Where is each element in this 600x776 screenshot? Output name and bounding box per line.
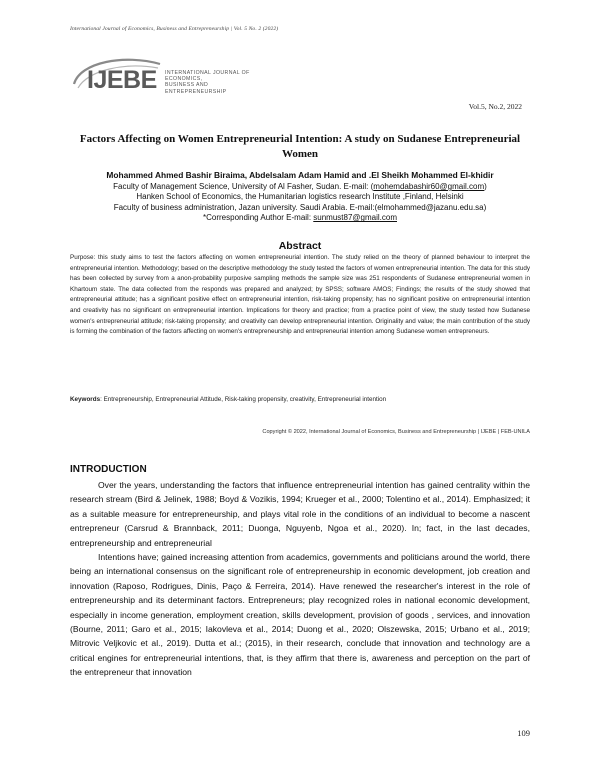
paragraph: Over the years, understanding the factors that influence entrepreneurial intention has gained centrality within the research stream (Bird & Jelinek, 1988; Boyd & Vozikis, 1994; Krueger et al., 2000; Tolentino et al., 2014). Emphasized; it as a suitable measure for entrepreneurship, and plays vital role in the conditions of an individual to become a nascent entrepreneur (Carsrud & Brannback, 2011; Duonga, Nguyenb, Ngoa et al., 2020). In; fact, in the last decades, entrepreneurship and entrepreneurial bbox=[70, 480, 530, 548]
email-link-1[interactable]: mohemdabashir60@gmail.com bbox=[373, 182, 485, 191]
affiliations bbox=[70, 182, 530, 224]
paper-title: Factors Affecting on Women Entrepreneurial Intention: A study on Sudanese Entrepreneurial Women bbox=[79, 133, 521, 160]
copyright-notice: Copyright © 2022, International Journal of Economics, Business and Entrepreneurship | IJEBE | FEB-UNILA bbox=[262, 429, 530, 435]
affiliation-1-text: Faculty of Management Science, University of Al Fasher, Sudan. E-mail: ( bbox=[113, 182, 374, 191]
author-list: Mohammed Ahmed Bashir Biraima, Abdelsalam Adam Hamid and .El Sheikh Mohammed El-khidir bbox=[106, 170, 494, 180]
keywords-list: : Entrepreneurship, Entrepreneurial Attitude, Risk-taking propensity, creativity, Entrepreneurial intention bbox=[100, 396, 387, 403]
paragraph: Intentions have; gained increasing attention from academics, governments and politicians around the world, there being an international consensus on the significant role of entrepreneurship in economic development, job creation and innovation (Raposo, Rodrigues, Dinis, Paço & Ferreira, 2014). Have renewed the researcher's interest in the role of entrepreneurship and its determinant factors. Entrepreneurs; play recognized roles in national economic development, especially in income generation, employment creation, skills development, provision of goods , services, and innovation (Bourne, 2011; Garo et al., 2015; Iakovleva et al., 2014; Duong et al., 2020; Olszewska, 2015; Urbano et al., 2019; Mitrovic Veljkovic et al., 2019). Dutta et al.; (2015), in their research, conclude that innovation and technology are a critical engines for entrepreneurial intentions, that, is they affirm that there is, awareness and perception on the part of the entrepreneur that innovation bbox=[70, 552, 530, 678]
journal-logo bbox=[70, 54, 270, 104]
volume-issue: Vol.5, No.2, 2022 bbox=[468, 102, 522, 111]
running-header: International Journal of Economics, Business and Entrepreneurship | Vol. 5 No. 2 (2022) bbox=[70, 26, 279, 32]
corresponding-author bbox=[70, 213, 530, 223]
section-heading-introduction: INTRODUCTION bbox=[70, 464, 147, 475]
logo-subtitle-line: INTERNATIONAL JOURNAL OF bbox=[165, 70, 250, 76]
affiliation-3: Faculty of business administration, Jazan university. Saudi Arabia. E-mail:(elmohammed@jazanu.edu.sa) bbox=[113, 202, 487, 212]
abstract-heading: Abstract bbox=[278, 240, 322, 252]
affiliation-2: Hanken School of Economics, the Humanitarian logistics research Institute ,Finland, Helsinki bbox=[136, 192, 464, 202]
logo-subtitle-line: ENTREPRENEURSHIP bbox=[165, 88, 227, 95]
corresponding-label: *Corresponding Author E-mail: bbox=[203, 213, 314, 223]
page-number: 109 bbox=[517, 728, 530, 738]
logo-subtitle bbox=[165, 70, 250, 95]
corresponding-email-link[interactable]: sunmust87@gmail.com bbox=[313, 213, 397, 223]
keywords-label: Keywords bbox=[70, 396, 101, 403]
introduction-body bbox=[70, 478, 530, 680]
affiliation-1-close: ) bbox=[484, 182, 487, 191]
abstract-body: Purpose: this study aims to test the factors affecting on women entrepreneurial intention. The study relied on the theory of planned behaviour to interpret the entrepreneurial intention. Methodology; based on the descriptive methodology the study tested the factors of women entrepreneurial intention. The data for this study has been collected by survey from a anon-probability purposive sampling methods the sample size was 251 respondents of Sudanese entrepreneurial women in Khartoum state. The data collected from the responds was prepared and analyzed; by SPSS; software AMOS; Findings; the results of the study showed that entrepreneurial attitude; has a significant positive effect on entrepreneurial intention, risk-taking propensity; has no significant positive on entrepreneurial intention and creativity has no significant on entrepreneurial intention. Implications for theory and practice; from a practice point of view, the study tested how Sudanese women's entrepreneurial attitude; risk-taking propensity; and creativity can develop entrepreneurial intention. Originality and value; the main contribution of the study is forming the combination of the factors affecting on women's entrepreneurship and entrepreneurial intention among Sudanese women entrepreneurs. bbox=[70, 254, 530, 336]
logo-subtitle-line: BUSINESS AND bbox=[165, 82, 209, 89]
keywords bbox=[70, 396, 530, 403]
logo-subtitle-line: ECONOMICS, bbox=[165, 76, 203, 83]
logo-wordmark: IJEBE bbox=[87, 66, 157, 94]
affiliation-1 bbox=[70, 182, 530, 192]
